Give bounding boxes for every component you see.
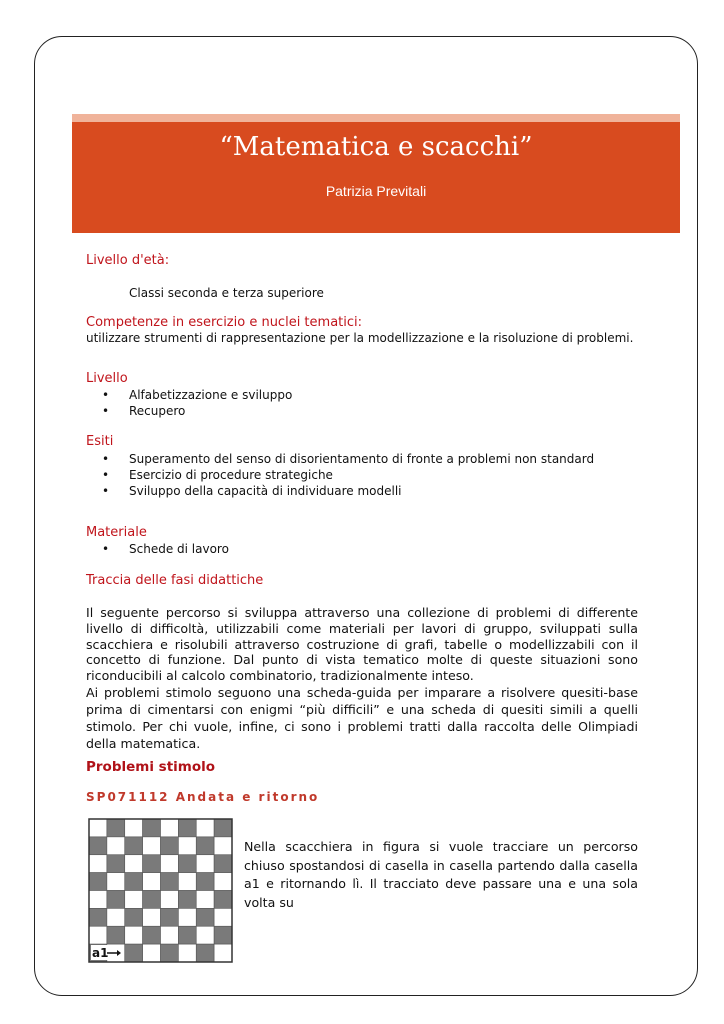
chessboard-square <box>89 926 107 944</box>
chessboard-square <box>107 837 125 855</box>
list-item: • Superamento del senso di disorientamento di fronte a problemi non standard <box>102 451 594 467</box>
chessboard-square <box>125 819 143 837</box>
chessboard-square <box>143 855 161 873</box>
chessboard-square <box>196 908 214 926</box>
list-item: • Sviluppo della capacità di individuare modelli <box>102 483 594 499</box>
header-stripe <box>72 114 680 122</box>
chessboard-square <box>214 855 232 873</box>
chessboard-square <box>214 908 232 926</box>
competences-text: utilizzare strumenti di rappresentazione per la modellizzazione e la risoluzione di problemi. <box>86 331 634 345</box>
chessboard-square <box>178 855 196 873</box>
chessboard-figure <box>88 818 233 963</box>
chessboard-square <box>143 926 161 944</box>
chessboard-square <box>161 908 179 926</box>
chessboard-square <box>107 873 125 891</box>
didactic-paragraph-2: Ai problemi stimolo seguono una scheda-guida per imparare a risolvere quesiti-base prima di cimentarsi con enigmi “più difficili” e una scheda di quesiti simili a quelli stimolo. Per chi vuole, infine, ci sono i problemi tratti dalla raccolta delle Olimpiadi della matematica. <box>86 685 638 751</box>
chessboard-square <box>89 873 107 891</box>
chessboard-square <box>89 891 107 909</box>
problem-code-title: SP071112 Andata e ritorno <box>86 790 320 804</box>
chessboard-square <box>178 908 196 926</box>
chessboard-square <box>178 837 196 855</box>
chessboard-square <box>161 926 179 944</box>
chessboard-square <box>196 944 214 962</box>
chessboard-squares <box>89 819 232 962</box>
a1-label: a1 <box>92 946 109 960</box>
chessboard-square <box>143 837 161 855</box>
chessboard-square <box>125 855 143 873</box>
chessboard-square <box>143 944 161 962</box>
list-item: • Esercizio di procedure strategiche <box>102 467 594 483</box>
chessboard-square <box>161 873 179 891</box>
chessboard-square <box>161 855 179 873</box>
list-item: • Alfabetizzazione e sviluppo <box>102 387 292 403</box>
chessboard-square <box>214 837 232 855</box>
level-list <box>102 387 292 419</box>
chessboard-square <box>125 873 143 891</box>
chessboard-square <box>143 891 161 909</box>
chessboard-square <box>196 819 214 837</box>
chessboard-square <box>107 908 125 926</box>
level-heading: Livello <box>86 371 128 386</box>
chessboard-square <box>143 819 161 837</box>
list-item: • Schede di lavoro <box>102 541 229 557</box>
didactic-phases-heading: Traccia delle fasi didattiche <box>86 573 264 588</box>
chessboard-square <box>125 926 143 944</box>
chessboard-square <box>214 819 232 837</box>
chessboard-square <box>178 891 196 909</box>
outcomes-heading: Esiti <box>86 434 114 449</box>
problem-statement: Nella scacchiera in figura si vuole tracciare un percorso chiuso spostandosi di casella in casella partendo dalla casella a1 e ritornando lì. Il tracciato deve passare una e una sola volta su <box>244 839 638 910</box>
chessboard-square <box>143 873 161 891</box>
document-author: Patrizia Previtali <box>325 183 427 199</box>
chessboard-square <box>196 837 214 855</box>
chessboard-square <box>214 873 232 891</box>
document-title: “Matematica e scacchi” <box>219 132 533 162</box>
material-list <box>102 541 229 557</box>
chessboard-square <box>196 891 214 909</box>
chessboard-square <box>214 891 232 909</box>
chessboard-square <box>161 837 179 855</box>
list-item: • Recupero <box>102 403 292 419</box>
chessboard-square <box>161 819 179 837</box>
chessboard-square <box>125 837 143 855</box>
chessboard-square <box>161 891 179 909</box>
chessboard-square <box>196 855 214 873</box>
chessboard-square <box>89 819 107 837</box>
chessboard-square <box>107 891 125 909</box>
chessboard-square <box>214 944 232 962</box>
stimulus-problems-heading: Problemi stimolo <box>86 759 216 775</box>
chessboard-square <box>125 908 143 926</box>
competences-heading: Competenze in esercizio e nuclei tematici: <box>86 315 363 330</box>
chessboard-square <box>89 908 107 926</box>
chessboard-square <box>89 855 107 873</box>
material-heading: Materiale <box>86 525 147 540</box>
chessboard-square <box>125 891 143 909</box>
chessboard-square <box>178 873 196 891</box>
chessboard-square <box>178 926 196 944</box>
outcomes-list <box>102 451 594 499</box>
chessboard-square <box>107 855 125 873</box>
chessboard-square <box>125 944 143 962</box>
chessboard-square <box>196 926 214 944</box>
chessboard-square <box>178 944 196 962</box>
chessboard-square <box>107 819 125 837</box>
didactic-paragraph-1: Il seguente percorso si sviluppa attraverso una collezione di problemi di differente livello di difficoltà, utilizzabili come materiali per lavori di gruppo, sviluppati sulla scacchiera e risolubili attraverso costruzione di grafi, tabelle o modellizzabili con il concetto di funzione. Dal punto di vista tematico molte di queste situazioni sono riconducibili al calcolo combinatorio, tradizionalmente inteso. <box>86 605 638 684</box>
chessboard-square <box>107 926 125 944</box>
chessboard-square <box>214 926 232 944</box>
chessboard-square <box>196 873 214 891</box>
age-level-heading: Livello d'età: <box>86 253 170 268</box>
age-level-text: Classi seconda e terza superiore <box>129 286 324 300</box>
chessboard-square <box>161 944 179 962</box>
chessboard-square <box>143 908 161 926</box>
chessboard-square <box>178 819 196 837</box>
chessboard-square <box>89 837 107 855</box>
